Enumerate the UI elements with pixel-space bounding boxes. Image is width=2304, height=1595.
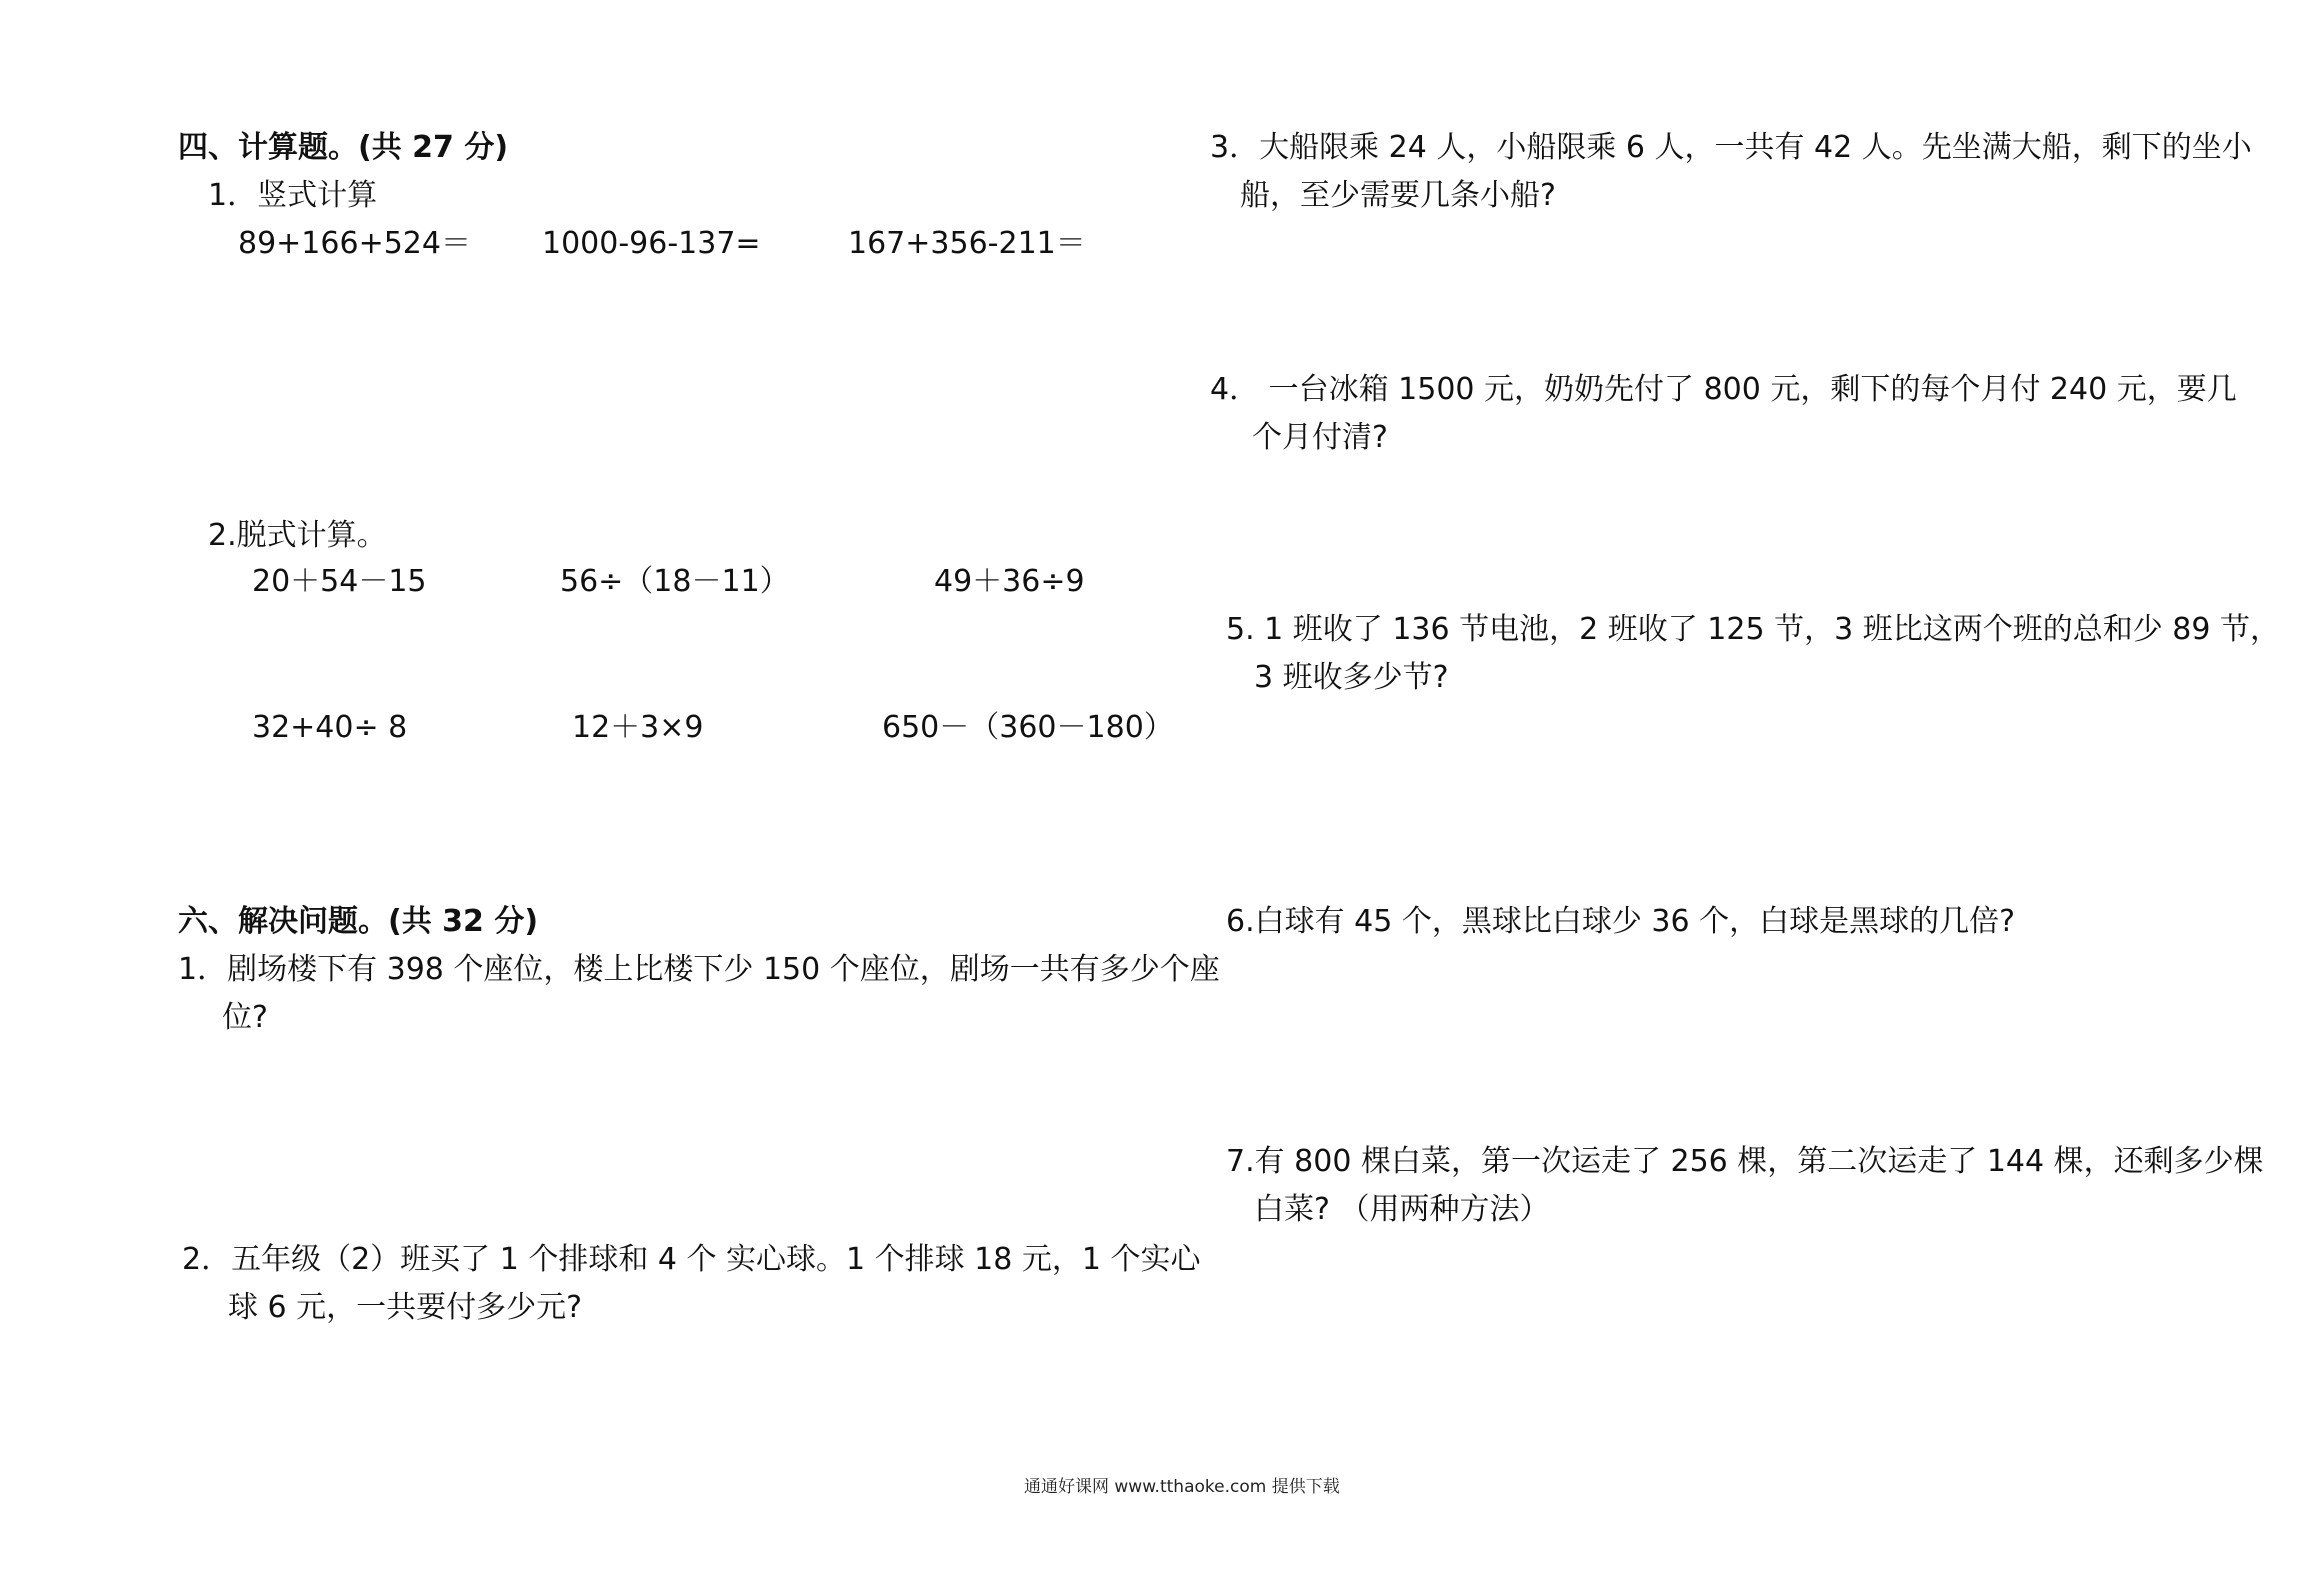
problem-7-line-2: 白菜? （用两种方法） (1254, 1192, 1550, 1227)
section-4-title: 四、计算题。(共 27 分) (178, 130, 509, 165)
step-calc-4: 32+40÷ 8 (252, 710, 408, 745)
step-calc-3: 49＋36÷9 (934, 564, 1085, 599)
problem-3-line-1: 3．大船限乘 24 人，小船限乘 6 人，一共有 42 人。先坐满大船，剩下的坐小 (1210, 130, 2252, 165)
problem-5-line-1: 5. 1 班收了 136 节电池，2 班收了 125 节，3 班比这两个班的总和少 89 节， (1226, 612, 2280, 647)
step-calc-1: 20＋54－15 (252, 564, 427, 599)
problem-6-line-1: 6.白球有 45 个，黑球比白球少 36 个，白球是黑球的几倍? (1226, 904, 2016, 939)
step-calc-5: 12＋3×9 (572, 710, 704, 745)
q1-label: 1．竖式计算 (208, 178, 378, 213)
problem-3-line-2: 船，至少需要几条小船? (1240, 178, 1556, 213)
problem-2-line-1: 2．五年级（2）班买了 1 个排球和 4 个 实心球。1 个排球 18 元，1 个实心 (182, 1242, 1201, 1277)
problem-1-line-1: 1．剧场楼下有 398 个座位，楼上比楼下少 150 个座位，剧场一共有多少个座 (178, 952, 1220, 987)
problem-4-line-2: 个月付清? (1252, 420, 1388, 455)
problem-4-line-1: 4． 一台冰箱 1500 元，奶奶先付了 800 元，剩下的每个月付 240 元，要几 (1210, 372, 2237, 407)
problem-7-line-1: 7.有 800 棵白菜，第一次运走了 256 棵，第二次运走了 144 棵，还剩多少棵 (1226, 1144, 2264, 1179)
q2-label: 2.脱式计算。 (208, 518, 387, 553)
step-calc-6: 650－（360－180） (882, 710, 1174, 745)
step-calc-2: 56÷（18－11） (560, 564, 790, 599)
vertical-calc-1: 89+166+524＝ (238, 226, 471, 261)
section-6-title: 六、解决问题。(共 32 分) (178, 904, 539, 939)
vertical-calc-3: 167+356-211＝ (848, 226, 1086, 261)
problem-5-line-2: 3 班收多少节? (1254, 660, 1449, 695)
vertical-calc-2: 1000-96-137= (542, 226, 761, 261)
problem-1-line-2: 位? (222, 1000, 268, 1035)
problem-2-line-2: 球 6 元，一共要付多少元? (228, 1290, 583, 1325)
footer-source: 通通好课网 www.tthaoke.com 提供下载 (1024, 1477, 1340, 1497)
